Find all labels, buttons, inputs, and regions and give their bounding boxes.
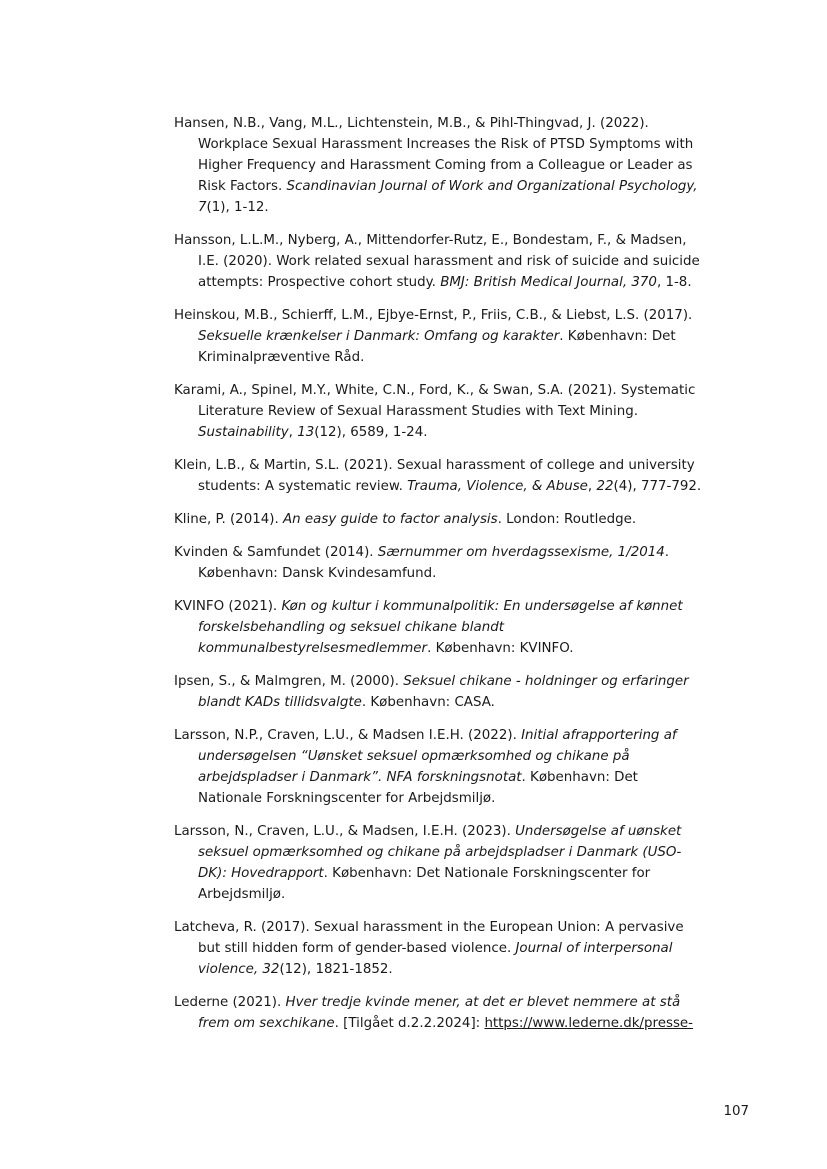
reference-text: , [587,479,597,494]
reference-source: Journal of interpersonal violence, 32 [198,941,673,977]
reference-source: Scandinavian Journal of Work and Organizational Psychology, 7 [198,179,698,215]
reference-text: Lederne (2021). [174,995,286,1010]
reference-entry [174,596,702,659]
reference-source: Undersøgelse af uønsket seksuel opmærksomhed og chikane på arbejdspladser i Danmark (USO-DK): Hovedrapport [198,824,682,881]
reference-entry [174,380,702,443]
reference-text: Larsson, N., Craven, L.U., & Madsen, I.E.H. (2023). [174,824,516,839]
reference-text: (4), 777-792. [613,479,702,494]
reference-text: Latcheva, R. (2017). Sexual harassment in the European Union: A pervasive but still hidden form of gender-based violence. [174,920,684,956]
reference-text: KVINFO (2021). [174,599,282,614]
reference-source: An easy guide to factor analysis [283,512,498,527]
reference-text: Hansson, L.L.M., Nyberg, A., Mittendorfer-Rutz, E., Bondestam, F., & Madsen, I.E. (2020). Work related sexual harassment and risk of suicide and suicide attempts: Prospective cohort study. [174,233,700,290]
reference-text: . København: Dansk Kvindesamfund. [198,545,670,581]
reference-entry [174,821,702,905]
page-number: 107 [723,1104,749,1119]
reference-text: , 1-8. [656,275,692,290]
reference-text: (1), 1-12. [206,200,269,215]
reference-text: . København: KVINFO. [427,641,574,656]
reference-source: Sustainability [198,425,289,440]
reference-volume: 22 [596,479,614,494]
reference-text: . København: Det Nationale Forskningscenter for Arbejdsmiljø. [198,770,638,806]
reference-entry [174,455,702,497]
reference-link[interactable]: https://www.lederne.dk/presse- [484,1016,694,1031]
reference-text: . København: Det Kriminalpræventive Råd. [198,329,676,365]
reference-text: . København: Det Nationale Forskningscenter for Arbejdsmiljø. [198,866,651,902]
reference-text: . [Tilgået d.2.2.2024]: [334,1016,485,1031]
reference-text: . London: Routledge. [497,512,637,527]
reference-text: Hansen, N.B., Vang, M.L., Lichtenstein, M.B., & Pihl-Thingvad, J. (2022). Workplace Sexual Harassment Increases the Risk of PTSD Symptoms with Higher Frequency and Harassment Coming from a Colleague or Leader as Risk Factors. [174,116,694,194]
reference-source: Hver tredje kvinde mener, at det er blevet nemmere at stå frem om sexchikane [198,995,681,1031]
reference-entry [174,671,702,713]
reference-source: Seksuelle krænkelser i Danmark: Omfang og karakter [198,329,560,344]
reference-entry [174,113,702,218]
reference-source: Trauma, Violence, & Abuse [407,479,588,494]
reference-volume: 13 [297,425,315,440]
reference-source: Initial afrapportering af undersøgelsen “Uønsket seksuel opmærksomhed og chikane på arbejdspladser i Danmark”. NFA forskningsnotat [198,728,677,785]
reference-entry [174,305,702,368]
reference-text: Larsson, N.P., Craven, L.U., & Madsen I.E.H. (2022). [174,728,522,743]
reference-text: (12), 1821-1852. [279,962,393,977]
reference-text: Kline, P. (2014). [174,512,284,527]
reference-text: Karami, A., Spinel, M.Y., White, C.N., Ford, K., & Swan, S.A. (2021). Systematic Literature Review of Sexual Harassment Studies with Text Mining. [174,383,696,419]
reference-entry [174,992,702,1034]
reference-text: Heinskou, M.B., Schierff, L.M., Ejbye-Ernst, P., Friis, C.B., & Liebst, L.S. (2017). [174,308,693,323]
reference-text: Ipsen, S., & Malmgren, M. (2000). [174,674,404,689]
reference-source: Seksuel chikane - holdninger og erfaringer blandt KADs tillidsvalgte [198,674,689,710]
reference-text: , [288,425,298,440]
reference-text: (12), 6589, 1-24. [314,425,428,440]
reference-source: Særnummer om hverdagssexisme, 1/2014 [377,545,665,560]
reference-entry [174,917,702,980]
reference-entry [174,509,702,530]
reference-entry [174,230,702,293]
reference-source: BMJ: British Medical Journal, 370 [440,275,657,290]
reference-entry [174,542,702,584]
reference-text: Kvinden & Samfundet (2014). [174,545,378,560]
reference-text: Klein, L.B., & Martin, S.L. (2021). Sexual harassment of college and university students: A systematic review. [174,458,695,494]
reference-entry [174,725,702,809]
reference-list [174,113,702,1046]
reference-source: Køn og kultur i kommunalpolitik: En undersøgelse af kønnet forskelsbehandling og seksuel chikane blandt kommunalbestyrelsesmedlemmer [198,599,683,656]
reference-text: . København: CASA. [361,695,495,710]
